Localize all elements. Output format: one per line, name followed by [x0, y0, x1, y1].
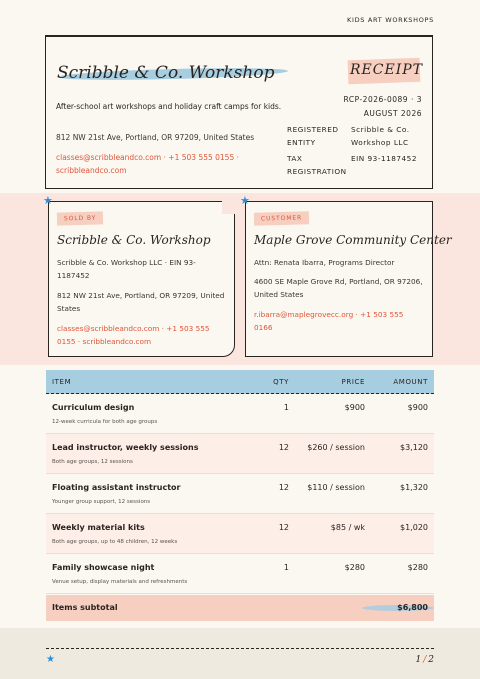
customer-name: Maple Grove Community Center [254, 233, 452, 247]
item-amount: $3,120 [400, 443, 428, 452]
seller-card [43, 194, 235, 357]
item-name: Curriculum design [52, 403, 135, 412]
header-item: ITEM [52, 378, 72, 386]
header-amount: AMOUNT [393, 378, 428, 386]
top-label: KIDS ART WORKSHOPS [346, 16, 434, 24]
footer-band [0, 628, 480, 679]
item-price: $85 / wk [330, 523, 365, 532]
customer-attn: Attn: Renata Ibarra, Programs Director [254, 258, 395, 267]
customer-card [240, 194, 452, 357]
item-amount: $1,320 [400, 483, 428, 492]
item-amount: $280 [407, 563, 428, 572]
page-number [415, 655, 434, 665]
star-icon: ★ [240, 194, 250, 207]
item-desc: Both age groups, 12 sessions [52, 459, 133, 465]
meta-value: Scribble & Co. Workshop LLC [351, 125, 410, 147]
item-name: Lead instructor, weekly sessions [52, 443, 199, 452]
item-desc: Younger group support, 12 sessions [52, 499, 151, 505]
meta-row [287, 152, 427, 178]
table-row [46, 514, 434, 554]
table-header [46, 370, 434, 394]
item-qty: 12 [278, 443, 289, 452]
table-row [46, 434, 434, 474]
card-corner-fold [222, 200, 236, 214]
receipt-meta [287, 123, 427, 181]
receipt-number: RCP-2026-0089 · 3 [343, 95, 422, 104]
item-name: Weekly material kits [52, 523, 145, 532]
receipt-label: RECEIPT [350, 62, 423, 78]
star-icon: ★ [43, 194, 53, 207]
item-qty: 1 [283, 403, 289, 412]
subtotal-row [46, 595, 434, 621]
subtotal-value: $6,800 [397, 603, 428, 612]
brand-contact: classes@scribbleandco.com · +1 503 555 0155 · scribbleandco.com [56, 153, 239, 175]
item-name: Floating assistant instructor [52, 483, 181, 492]
header-qty: QTY [273, 378, 289, 386]
item-amount: $1,020 [400, 523, 428, 532]
seller-name: Scribble & Co. Workshop [57, 233, 211, 247]
meta-value: EIN 93-1187452 [351, 154, 417, 163]
page-slash: / [423, 655, 427, 665]
customer-chip: CUSTOMER [254, 211, 309, 225]
item-qty: 12 [278, 483, 289, 492]
page-total: 2 [428, 655, 434, 665]
customer-contact: r.ibarra@maplegrovecc.org · +1 503 555 0166 [254, 310, 404, 332]
receipt-date: AUGUST 2026 [363, 109, 422, 118]
item-amount: $900 [407, 403, 428, 412]
item-name: Family showcase night [52, 563, 155, 572]
item-desc: Both age groups, up to 48 children, 12 weeks [52, 539, 178, 545]
item-qty: 12 [278, 523, 289, 532]
brand-title: Scribble & Co. Workshop [57, 63, 275, 83]
page-current: 1 [415, 655, 422, 665]
customer-address: 4600 SE Maple Grove Rd, Portland, OR 97206, United States [254, 277, 423, 299]
brand-address: 812 NW 21st Ave, Portland, OR 97209, United States [56, 133, 255, 142]
seller-contact: classes@scribbleandco.com · +1 503 555 0155 · scribbleandco.com [57, 324, 210, 346]
line-items-table [46, 370, 434, 621]
seller-address: 812 NW 21st Ave, Portland, OR 97209, United States [57, 291, 225, 313]
item-price: $900 [344, 403, 365, 412]
table-row [46, 554, 434, 594]
seller-legal: Scribble & Co. Workshop LLC · EIN 93-1187452 [57, 258, 196, 280]
seller-chip: SOLD BY [57, 211, 103, 225]
meta-label: TAX REGISTRATION [287, 154, 347, 176]
brand-tagline: After-school art workshops and holiday craft camps for kids. [56, 102, 282, 111]
header-box [45, 35, 433, 189]
item-desc: Venue setup, display materials and refreshments [52, 579, 188, 585]
item-price: $110 / session [307, 483, 365, 492]
item-qty: 1 [283, 563, 289, 572]
footer-divider [46, 648, 434, 649]
item-price: $260 / session [307, 443, 365, 452]
item-desc: 12-week curricula for both age groups [52, 419, 158, 425]
table-row [46, 474, 434, 514]
receipt-number-block [344, 93, 422, 121]
item-price: $280 [344, 563, 365, 572]
meta-label: REGISTERED ENTITY [287, 125, 339, 147]
meta-row [287, 123, 427, 149]
star-icon: ★ [46, 654, 55, 665]
subtotal-label: Items subtotal [52, 603, 118, 612]
table-row [46, 394, 434, 434]
header-price: PRICE [341, 378, 365, 386]
